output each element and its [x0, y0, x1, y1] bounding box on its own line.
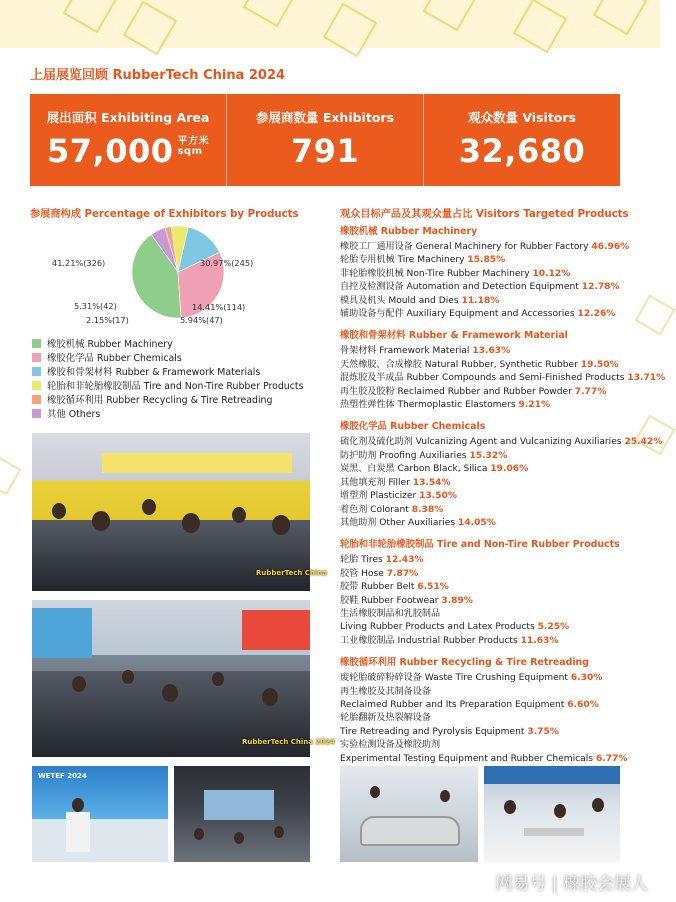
legend-swatch: [32, 353, 41, 362]
product-row: [340, 568, 640, 581]
product-label: 橡胶工厂通用设备 General Machinery for Rubber Factory: [340, 242, 589, 252]
stat-number: 57,000: [47, 132, 174, 170]
product-row: [340, 281, 640, 294]
stat-visitors: [424, 94, 620, 186]
product-label: 模具及机头 Mould and Dies: [340, 295, 459, 306]
product-percent: 7.77%: [574, 386, 607, 397]
product-label: 辅助设备与配件 Auxiliary Equipment and Accessories: [340, 309, 575, 320]
product-row: [340, 372, 666, 385]
product-label: Experimental Testing Equipment and Rubber Chemicals: [340, 753, 594, 764]
booth-panel: [242, 610, 310, 650]
category-title: 橡胶化学品 Rubber Chemicals: [340, 421, 486, 433]
product-percent: 7.87%: [386, 568, 419, 579]
product-percent: 6.77%: [595, 753, 628, 764]
side-decor: [0, 455, 21, 496]
product-percent: 25.42%: [624, 437, 663, 448]
photo-sign: WETEF 2024: [38, 772, 87, 780]
stat-label: 观众数量 Visitors: [468, 110, 576, 125]
product-percent: 8.38%: [411, 504, 444, 515]
product-percent: 11.18%: [461, 295, 500, 306]
product-percent: 11.63%: [520, 635, 559, 646]
product-label: 轮胎专用机械 Tire Machinery: [340, 255, 465, 266]
product-percent: 10.12%: [532, 268, 571, 279]
product-percent: 3.75%: [527, 726, 559, 737]
unit-en: sqm: [177, 146, 203, 157]
pie-label-others: 5.31%(42): [74, 301, 117, 311]
legend-item: [32, 364, 303, 378]
stat-value: 791: [290, 132, 360, 170]
legend-label: 橡胶化学品 Rubber Chemicals: [47, 353, 182, 364]
legend-label: 轮胎和非轮胎橡胶制品 Tire and Non-Tire Rubber Products: [47, 381, 304, 392]
product-percent: 46.96%: [591, 242, 630, 252]
product-row: [340, 726, 640, 739]
product-label: 再生橡胶及其制备设备: [340, 686, 431, 697]
legend-swatch: [32, 395, 41, 404]
legend-item: [32, 406, 303, 420]
product-row: [340, 254, 640, 267]
car: [360, 816, 460, 846]
stat-value: 32,680: [458, 132, 586, 170]
legend-label: 其他 Others: [47, 409, 101, 420]
stat-exhibiting-area: [30, 94, 227, 186]
product-row: [340, 517, 640, 530]
product-row: [340, 463, 640, 476]
legend-swatch: [32, 367, 41, 376]
product-label: 其他填充剂 Filler: [340, 477, 410, 488]
product-percent: 19.50%: [580, 359, 619, 370]
product-row: [340, 241, 640, 254]
product-row: [340, 686, 640, 699]
product-label: 实验检测设备及橡胶助剂: [340, 740, 441, 751]
product-row: [340, 359, 640, 372]
booth-panel: [32, 608, 92, 658]
product-row: [340, 712, 640, 725]
stat-label: 展出面积 Exhibiting Area: [46, 110, 210, 125]
stats-bar: [30, 94, 620, 186]
product-label: 热塑性弹性体 Thermoplastic Elastomers: [340, 400, 516, 411]
booth-header: [484, 766, 620, 784]
product-percent: 13.50%: [419, 491, 458, 502]
product-label: 自控及检测设备 Automation and Detection Equipment: [340, 282, 579, 293]
visitor-products-list: [340, 205, 666, 766]
exhibition-photo-5: [340, 766, 478, 862]
product-percent: 6.60%: [567, 699, 599, 710]
product-row: [340, 436, 663, 449]
exhibition-photo-2: [32, 600, 335, 757]
product-percent: 14.05%: [458, 517, 496, 528]
page-title: 上届展览回顾 RubberTech China 2024: [30, 68, 286, 83]
product-row: [340, 399, 640, 412]
product-label: 防护助剂 Proofing Auxiliaries: [340, 450, 467, 461]
product-label: 胶带 Rubber Belt: [340, 582, 415, 593]
exhibition-photo-4: [174, 766, 310, 862]
exhibition-photo-6: [484, 766, 620, 862]
product-label: 骨架材料 Framework Material: [340, 346, 470, 357]
product-label: 胶鞋 Rubber Footwear: [340, 595, 439, 606]
product-percent: 15.85%: [467, 255, 506, 266]
product-label: 轮胎翻新及热裂解设备: [340, 713, 431, 724]
product-row: [340, 581, 640, 594]
exhibitors-section-title: 参展商构成 Percentage of Exhibitors by Products: [30, 209, 299, 220]
product-label: 工业橡胶制品 Industrial Rubber Products: [340, 635, 518, 646]
legend-label: 橡胶机械 Rubber Machinery: [47, 339, 173, 350]
side-decor: [635, 295, 676, 336]
product-row: [340, 345, 640, 358]
product-percent: 5.25%: [537, 622, 570, 633]
pie-svg: [30, 220, 310, 330]
product-row: [340, 635, 640, 648]
booth-sign: [102, 453, 292, 473]
product-row: [340, 699, 640, 712]
watermark: 网易号 | 橡胶会展人: [495, 874, 648, 894]
product-label: 混炼胶及半成品 Rubber Compounds and Semi-Finished Products: [340, 373, 625, 384]
product-percent: 12.26%: [577, 309, 616, 320]
product-label: 增塑剂 Plasticizer: [340, 491, 417, 502]
product-label: 其他助剂 Other Auxiliaries: [340, 517, 456, 528]
exhibition-photo-1: [32, 433, 327, 591]
pie-label-machinery: 41.21%(326): [52, 258, 106, 268]
product-row: [340, 504, 640, 517]
product-row: [340, 308, 640, 321]
photo-sign: RubberTech China: [256, 569, 327, 577]
product-row: [340, 554, 640, 567]
product-row: [340, 621, 640, 634]
legend-swatch: [32, 409, 41, 418]
category-title: 橡胶机械 Rubber Machinery: [340, 226, 478, 237]
product-row: [340, 739, 640, 752]
product-percent: 9.21%: [518, 400, 551, 411]
product-row: [340, 608, 640, 621]
product-label: 炭黑、白炭黑 Carbon Black, Silica: [340, 464, 488, 475]
visitors-section-title: 观众目标产品及其观众量占比 Visitors Targeted Products: [340, 209, 629, 220]
stat-value: [30, 132, 226, 170]
product-row: [340, 450, 640, 463]
product-percent: 6.51%: [417, 582, 449, 593]
product-label: Reclaimed Rubber and Its Preparation Equipment: [340, 699, 565, 710]
pie-label-recycling: 2.15%(17): [86, 315, 129, 325]
legend-label: 橡胶和骨架材料 Rubber & Framework Materials: [47, 367, 261, 378]
product-percent: 13.71%: [627, 373, 666, 384]
product-percent: 12.78%: [581, 282, 620, 293]
legend-label: 橡胶循环利用 Rubber Recycling & Tire Retreading: [47, 395, 273, 406]
product-label: 废轮胎破碎粉碎设备 Waste Tire Crushing Equipment: [340, 673, 569, 684]
product-percent: 15.32%: [469, 450, 508, 461]
product-percent: 13.63%: [472, 346, 511, 357]
category-title: 橡胶循环利用 Rubber Recycling & Tire Retreading: [340, 657, 589, 669]
legend-item: [32, 392, 303, 406]
product-label: Tire Retreading and Pyrolysis Equipment: [340, 726, 525, 737]
product-percent: 3.89%: [441, 595, 473, 606]
category-title: 轮胎和非轮胎橡胶制品 Tire and Non-Tire Rubber Products: [340, 539, 620, 551]
pie-label-tires: 5.94%(47): [180, 315, 223, 325]
unit-cn: 平方米: [177, 136, 209, 147]
table: [524, 828, 584, 836]
screen: [204, 790, 274, 820]
legend-swatch: [32, 381, 41, 390]
legend-item: [32, 378, 303, 392]
product-percent: 13.54%: [412, 477, 451, 488]
pie-legend: [32, 336, 303, 420]
product-row: [340, 295, 640, 308]
pie-chart: [30, 220, 310, 330]
product-row: [340, 490, 640, 503]
side-decor: [635, 415, 676, 456]
product-row: [340, 672, 640, 685]
product-label: 生活橡胶制品和乳胶制品: [340, 608, 441, 619]
product-percent: 6.30%: [570, 673, 603, 684]
product-row: [340, 477, 640, 490]
legend-swatch: [32, 339, 41, 348]
category-title: 橡胶和骨架材料 Rubber & Framework Material: [340, 330, 568, 342]
photo-sign: RubberTech China 2024: [242, 738, 335, 746]
crowd: [32, 520, 310, 591]
pie-label-chemicals: 30.97%(245): [200, 258, 254, 268]
stat-exhibitors: [227, 94, 424, 186]
stat-label: 参展商数量 Exhibitors: [255, 110, 395, 125]
pie-label-materials: 14.41%(114): [192, 302, 246, 312]
product-label: 着色剂 Colorant: [340, 504, 409, 515]
product-row: [340, 595, 640, 608]
product-label: 胶管 Hose: [340, 568, 384, 579]
product-row: [340, 268, 640, 281]
product-label: 再生胶及胶粉 Reclaimed Rubber and Rubber Powder: [340, 386, 572, 397]
product-label: 非轮胎橡胶机械 Non-Tire Rubber Machinery: [340, 268, 530, 279]
product-label: Living Rubber Products and Latex Products: [340, 622, 535, 633]
legend-item: [32, 350, 303, 364]
legend-item: [32, 336, 303, 350]
product-label: 天然橡胶、合成橡胶 Natural Rubber, Synthetic Rubber: [340, 359, 578, 370]
product-row: [340, 753, 640, 766]
product-percent: 12.43%: [385, 555, 424, 566]
stat-unit: [177, 137, 209, 157]
product-percent: 19.06%: [490, 464, 529, 475]
product-label: 轮胎 Tires: [340, 555, 383, 566]
product-row: [340, 386, 640, 399]
product-label: 硫化剂及硫化助剂 Vulcanizing Agent and Vulcanizing Auxiliaries: [340, 437, 622, 448]
header-banner: [0, 0, 660, 48]
speaker: [66, 812, 90, 852]
exhibition-photo-3: [32, 766, 168, 862]
